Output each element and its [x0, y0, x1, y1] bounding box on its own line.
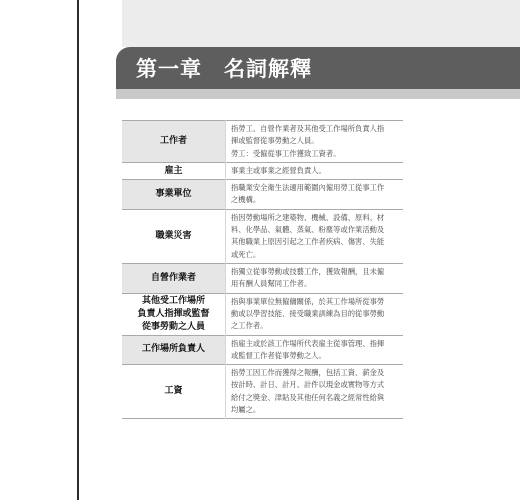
definition-line: 之工作者。 — [231, 321, 268, 331]
term-label: 事業單位 — [155, 188, 192, 199]
definition-line: 勞工：受僱從事工作獲致工資者。 — [231, 148, 341, 158]
table-row — [122, 162, 403, 179]
definition-line: 指與事業單位無僱傭關係，於其工作場所從事勞 — [231, 296, 385, 306]
page-margin-rule — [77, 0, 79, 500]
table-row — [122, 209, 403, 263]
term-label: 自營作業者 — [150, 272, 196, 283]
definition-line: 指雇主或於該工作場所代表雇主從事管理、指揮 — [231, 338, 385, 348]
definition-line: 指勞工、自營作業者及其他受工作場所負責人指 — [231, 124, 385, 133]
definition-cell — [226, 335, 404, 365]
definition-line: 用有酬人員幫同工作者。 — [231, 279, 312, 289]
term-cell — [122, 365, 226, 419]
definition-cell — [226, 162, 404, 179]
definition-line: 或監督工作者從事勞動之人。 — [231, 350, 326, 360]
term-label: 其他受工作場所 — [141, 295, 205, 306]
term-cell — [122, 335, 226, 365]
definition-line: 動或以學習技能、接受職業訓練為目的從事勞動 — [231, 308, 385, 318]
term-cell — [122, 121, 226, 163]
term-cell — [122, 209, 226, 263]
definition-line: 其他職業上原因引起之工作者疾病、傷害、失能 — [231, 237, 385, 247]
definition-line: 揮或監督從事勞動之人員。 — [231, 136, 319, 146]
chapter-title: 第一章 名詞解釋 — [136, 57, 312, 81]
definition-line: 指職業安全衛生法適用範圍內僱用勞工從事工作 — [231, 183, 385, 193]
definition-line: 均屬之。 — [231, 405, 261, 415]
term-cell — [122, 293, 226, 335]
definition-cell — [226, 209, 404, 263]
table-row — [122, 293, 403, 335]
term-cell — [122, 263, 226, 293]
definition-line: 或死亡。 — [231, 249, 261, 259]
definition-cell — [226, 263, 404, 293]
table-row — [122, 365, 403, 419]
term-label: 工作場所負責人 — [141, 344, 205, 355]
definitions-table — [122, 120, 403, 419]
term-label: 工資 — [164, 386, 183, 397]
table-row — [122, 263, 403, 293]
term-label: 負責人指揮或監督 — [137, 308, 210, 319]
term-label: 雇主 — [164, 165, 183, 176]
definition-cell — [226, 180, 404, 210]
chapter-title-bar — [116, 47, 520, 89]
term-cell — [122, 162, 226, 179]
term-label: 職業災害 — [155, 230, 192, 241]
header-band — [122, 0, 520, 47]
definition-cell — [226, 365, 404, 419]
definition-cell — [226, 293, 404, 335]
term-cell — [122, 180, 226, 210]
definition-line: 之機構。 — [231, 195, 261, 205]
table-row — [122, 335, 403, 365]
term-label: 工作者 — [159, 135, 187, 146]
definition-line: 給付之獎金、津貼及其他任何名義之經常性給與 — [231, 392, 385, 402]
definition-line: 料、化學品、氣體、蒸氣、粉塵等或作業活動及 — [231, 225, 385, 235]
definition-line: 指因勞動場所之建築物、機械、設備、原料、材 — [231, 212, 385, 222]
definition-cell — [226, 121, 404, 163]
table-row — [122, 180, 403, 210]
definition-line: 指勞工因工作而獲得之報酬，包括工資、薪金及 — [231, 368, 385, 378]
table-row — [122, 121, 403, 163]
title-underbar — [116, 89, 520, 99]
definition-line: 按計時、計日、計月、計件以現金或實物等方式 — [231, 380, 385, 390]
definition-line: 事業主或事業之經營負責人。 — [231, 165, 326, 175]
term-label: 從事勞動之人員 — [141, 321, 205, 332]
definition-line: 指獨立從事勞動或技藝工作，獲致報酬，且未僱 — [231, 266, 385, 276]
